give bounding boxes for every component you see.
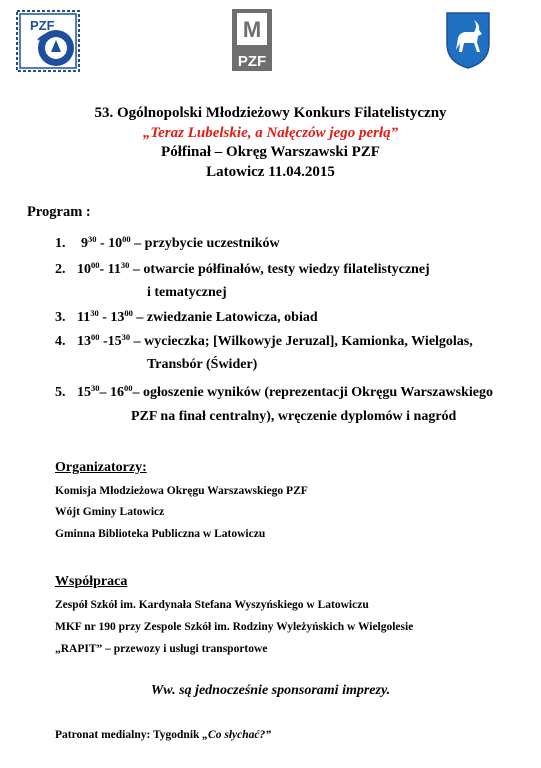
patronat-label: Patronat medialny: Tygodnik: [55, 729, 203, 741]
program-item-2-continuation: i tematycznej: [147, 285, 227, 300]
document-header: [0, 104, 541, 182]
patronat-name: „Co słychać?”: [202, 729, 271, 741]
organizer-3: Gminna Biblioteka Publiczna w Latowiczu: [55, 528, 266, 540]
cooperation-3: „RAPIT” – przewozy i usługi transportowe: [55, 643, 268, 655]
program-item-3: 3. $11^{30} - 13^{00}$ – zwiedzanie Latowicza, obiad: [55, 308, 318, 325]
logo-left-pzf: PZF: [30, 18, 55, 33]
cooperation-1: Zespół Szkół im. Kardynała Stefana Wyszyńskiego w Latowiczu: [55, 599, 369, 611]
logo-mid-pzf: PZF: [237, 53, 267, 70]
program-item-4: 4. $13^{00}$ $-15^{30}$ – wycieczka; [Wilkowyje Jeruzal], Kamionka, Wielgolas,: [55, 332, 473, 349]
event-place-date: Latowicz 11.04.2015: [206, 163, 335, 180]
logo-mid-letter: M: [242, 17, 262, 42]
program-item-1: 1. $9^{30} - 10^{00}$ – przybycie uczestników: [55, 234, 280, 251]
program-label: Program :: [27, 204, 91, 220]
contest-title: 53. Ogólnopolski Młodzieżowy Konkurs Filatelistyczny: [94, 105, 447, 121]
program-item-5-continuation: PZF na finał centralny), wręczenie dyplomów i nagród: [131, 409, 457, 424]
cooperation-title: Współpraca: [55, 574, 128, 589]
pzf-club-stamp-logo-icon: [16, 10, 80, 72]
event-stage: Półfinał – Okręg Warszawski PZF: [161, 144, 380, 160]
sponsor-note: Ww. są jednocześnie sponsorami imprezy.: [150, 683, 391, 698]
cooperation-2: MKF nr 190 przy Zespole Szkół im. Rodziny Wyleżyńskich w Wielgolesie: [55, 621, 414, 633]
program-item-4-continuation: Transbór (Świder): [147, 357, 258, 372]
organizer-1: Komisja Młodzieżowa Okręgu Warszawskiego PZF: [55, 485, 308, 497]
contest-motto: „Teraz Lubelskie, a Nałęczów jego perłą”: [142, 124, 399, 141]
goat-coat-of-arms-icon: [444, 10, 492, 70]
logo-row: [0, 6, 541, 72]
media-patronage: [55, 729, 271, 741]
program-item-2: 2. $10^{00}-$ $11^{30}$ – otwarcie półfinałów, testy wiedzy filatelistycznej: [55, 260, 430, 277]
organizer-2: Wójt Gminy Latowicz: [55, 506, 165, 518]
organizers-title: Organizatorzy:: [55, 460, 147, 475]
program-item-5: 5. $15^{30}-$ $16^{00}-$ ogłoszenie wyników (reprezentacji Okręgu Warszawskiego: [55, 383, 493, 400]
pzf-youth-logo-icon: [231, 8, 273, 72]
